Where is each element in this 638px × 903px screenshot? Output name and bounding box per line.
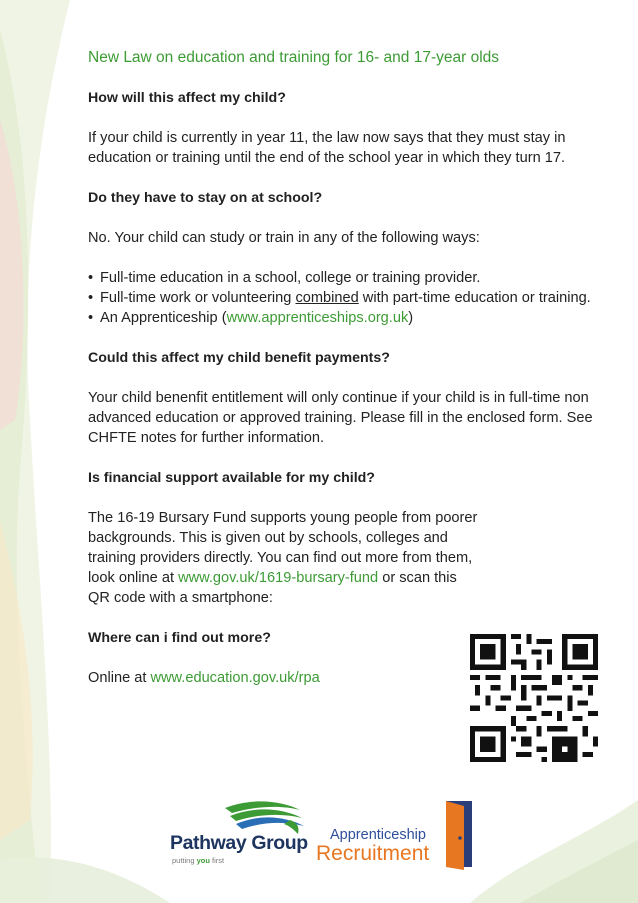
education-link[interactable]: www.education.gov.uk/rpa <box>150 670 320 686</box>
list-item-text: with part-time education or training. <box>358 290 591 306</box>
pathway-swoosh-icon <box>170 796 310 836</box>
recruitment-text: Recruitment <box>316 842 430 865</box>
combined-emphasis: combined <box>295 290 359 306</box>
list-item-text: ) <box>408 310 414 326</box>
paragraph-affect: If your child is currently in year 11, the law now says that they must stay in education or training until the end of the school year in which they turn 17. <box>88 130 566 166</box>
heading-school: Do they have to stay on at school? <box>88 190 323 206</box>
pathway-group-name: Pathway Group <box>170 832 308 854</box>
list-item <box>88 308 596 328</box>
pathway-tagline <box>172 856 224 865</box>
heading-affect: How will this affect my child? <box>88 90 286 106</box>
document-body <box>88 48 596 708</box>
tagline-you: you <box>196 856 210 865</box>
apprenticeships-link[interactable]: www.apprenticeships.org.uk <box>226 310 409 326</box>
list-item-text: Full-time education in a school, college or training provider. <box>100 270 481 286</box>
paragraph-benefit: Your child benenfit entitlement will only continue if your child is in full-time non advanced education or approved training. Please fill in the enclosed form. See CHFTE notes for further information. <box>88 390 593 446</box>
list-item <box>88 268 596 288</box>
apprenticeship-text: Apprenticeship <box>330 827 426 843</box>
apprenticeship-recruitment-logo <box>316 798 476 870</box>
paragraph-school-intro: No. Your child can study or train in any of the following ways: <box>88 230 480 246</box>
list-item <box>88 288 596 308</box>
bursary-fund-link[interactable]: www.gov.uk/1619-bursary-fund <box>178 570 379 586</box>
paragraph-financial <box>88 508 478 608</box>
heading-financial: Is financial support available for my child? <box>88 470 375 486</box>
page-title: New Law on education and training for 16- and 17-year olds <box>88 49 500 66</box>
door-icon <box>426 798 476 870</box>
tagline-text: putting <box>172 856 197 865</box>
list-item-text: Full-time work or volunteering <box>100 290 296 306</box>
heading-benefit: Could this affect my child benefit payments? <box>88 350 390 366</box>
list-item-text: An Apprenticeship ( <box>100 310 227 326</box>
options-list <box>88 268 596 328</box>
pathway-group-logo <box>170 796 310 876</box>
financial-text: The 16-19 Bursary Fund supports young people from poorer backgrounds. This is given out by schools, colleges and training providers directly. You can find out more from them, look online at <box>88 510 478 586</box>
financial-text: or scan this QR code with a smartphone: <box>88 570 457 606</box>
online-at-text: Online at <box>88 670 151 686</box>
heading-more: Where can i find out more? <box>88 630 271 646</box>
qr-code <box>470 634 598 762</box>
tagline-text: first <box>209 856 225 865</box>
